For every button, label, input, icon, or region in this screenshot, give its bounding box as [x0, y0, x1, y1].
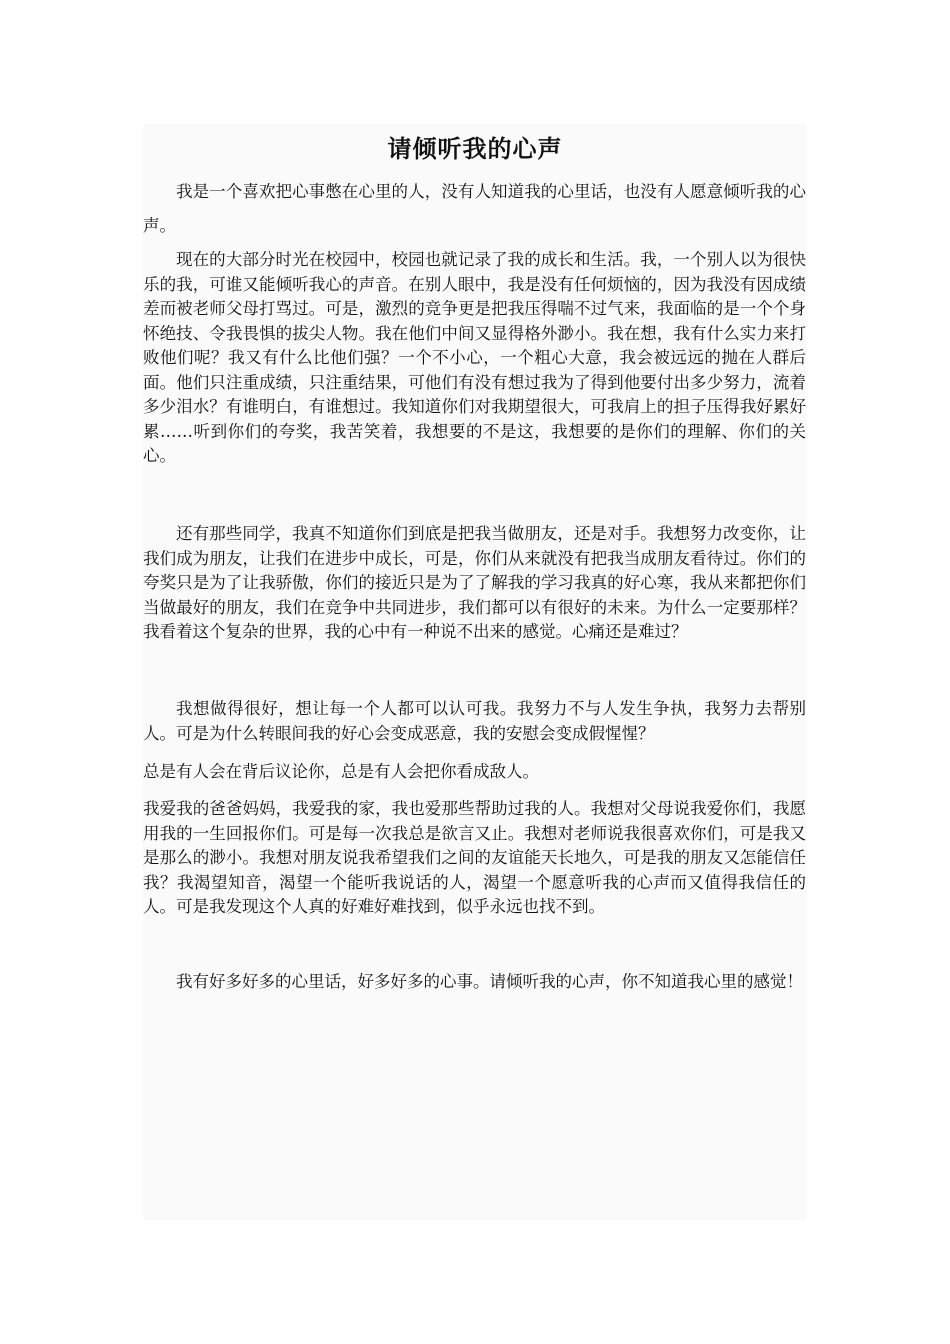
paragraph-2: 现在的大部分时光在校园中，校园也就记录了我的成长和生活。我，一个别人以为很快乐的我，可谁又能倾听我心的声音。在别人眼中，我是没有任何烦恼的，因为我没有因成绩差而被老师父母打骂过。可是，激烈的竞争更是把我压得喘不过气来，我面临的是一个个身怀绝技、令我畏惧的拔尖人物。我在他们中间又显得格外渺小。我在想，我有什么实力来打败他们呢？我又有什么比他们强？一个不小心，一个粗心大意，我会被远远的抛在人群后面。他们只注重成绩，只注重结果，可他们有没有想过我为了得到他要付出多少努力，流着多少泪水？有谁明白，有谁想过。我知道你们对我期望很大，可我肩上的担子压得我好累好累……听到你们的夸奖，我苦笑着，我想要的不是这，我想要的是你们的理解、你们的关心。 — [143, 250, 806, 465]
paragraph-6: 我爱我的爸爸妈妈，我爱我的家，我也爱那些帮助过我的人。我想对父母说我爱你们，我愿用我的一生回报你们。可是每一次我总是欲言又止。我想对老师说我很喜欢你们，可是我又是那么的渺小。我想对朋友说我希望我们之间的友谊能天长地久，可是我的朋友又怎能信任我？我渴望知音，渴望一个能听我说话的人，渴望一个愿意听我的心声而又值得我信任的人。可是我发现这个人真的好难好难找到，似乎永远也找不到。 — [143, 799, 806, 916]
paragraph-7: 我有好多好多的心里话，好多好多的心事。请倾听我的心声，你不知道我心里的感觉！ — [176, 972, 803, 991]
document-title: 请倾听我的心声 — [387, 134, 563, 163]
paragraph-3: 还有那些同学，我真不知道你们到底是把我当做朋友，还是对手。我想努力改变你，让我们成为朋友，让我们在进步中成长，可是，你们从来就没有把我当成朋友看待过。你们的夸奖只是为了让我骄傲，你们的接近只是为了了解我的学习我真的好心寒，我从来都把你们当做最好的朋友，我们在竞争中共同进步，我们都可以有很好的未来。为什么一定要那样？我看着这个复杂的世界，我的心中有一种说不出来的感觉。心痛还是难过？ — [143, 524, 806, 641]
paragraph-1: 我是一个喜欢把心事憋在心里的人，没有人知道我的心里话，也没有人愿意倾听我的心声。 — [143, 182, 806, 235]
paragraph-5: 总是有人会在背后议论你，总是有人会把你看成敌人。 — [143, 762, 539, 781]
paragraph-4: 我想做得很好，想让每一个人都可以认可我。我努力不与人发生争执，我努力去帮别人。可是为什么转眼间我的好心会变成恶意，我的安慰会变成假惺惺？ — [143, 699, 806, 743]
